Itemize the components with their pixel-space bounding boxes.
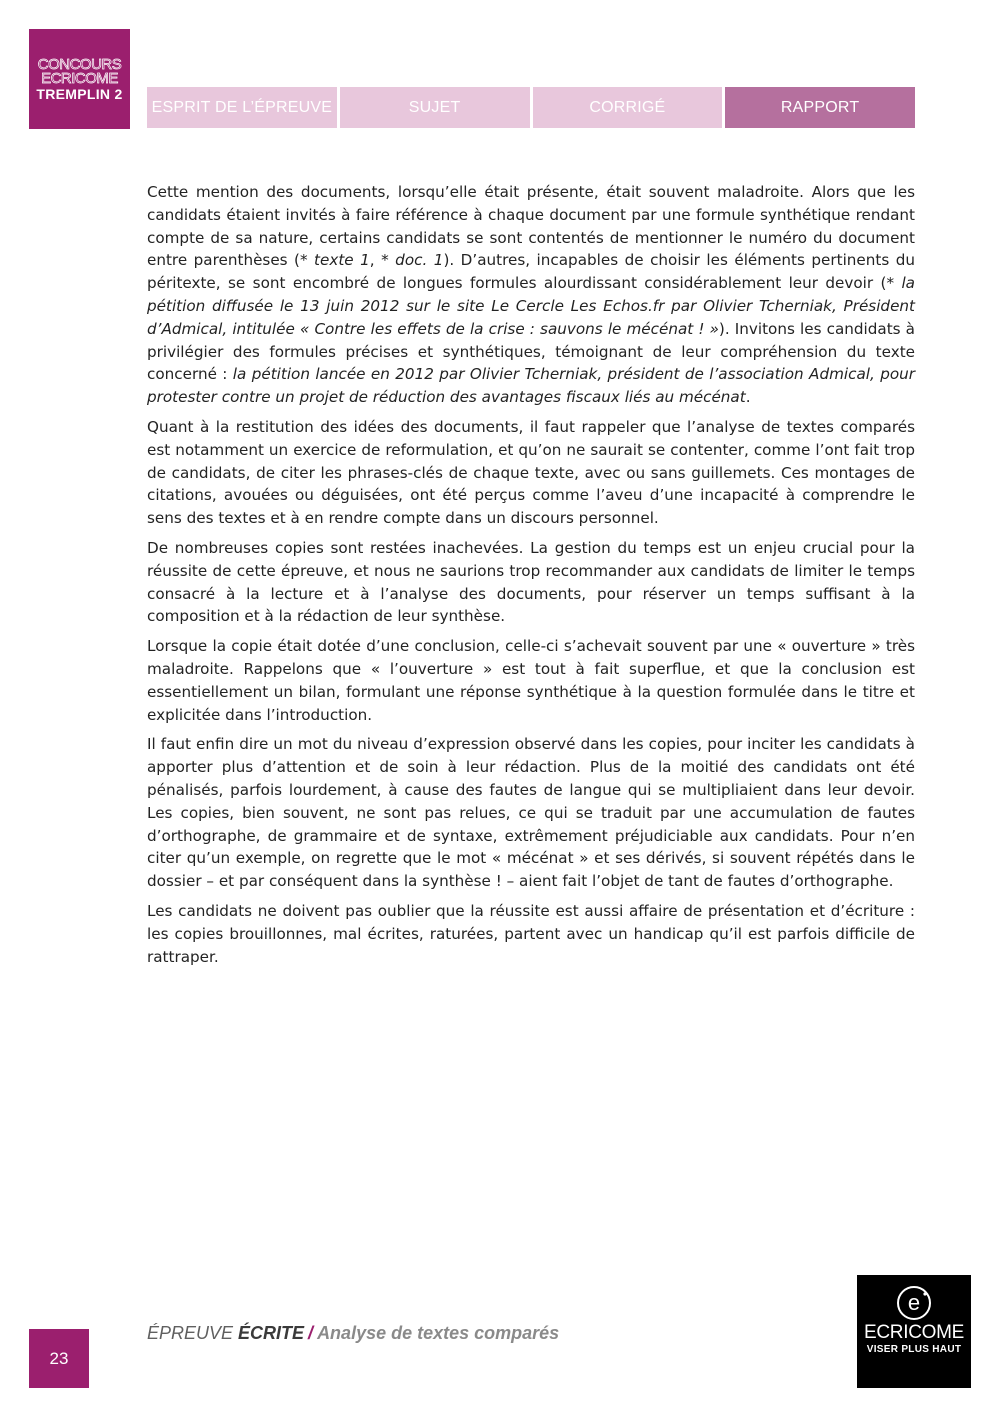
paragraph-3: De nombreuses copies sont restées inachevées. La gestion du temps est un enjeu crucial pour la réussite de cette épreuve, et nous ne saurions trop recommander aux candidats de limiter le temps consacré à la lecture et à l’analyse des documents, pour réserver un temps suffisant à la composition et à la rédaction de leur synthèse. xyxy=(147,538,915,626)
paragraph-2: Quant à la restitution des idées des documents, il faut rappeler que l’analyse de textes comparés est notamment un exercice de reformulation, et qu’on ne saurait se contenter, comme l’ont fait trop de candidats, de citer les phrases-clés de chaque texte, avec ou sans guillemets. Ces montages de citations, avouées ou déguisées, ont été perçus comme l’aveu d’une incapacité à comprendre le sens des textes et à en rendre compte dans un discours personnel. xyxy=(147,417,915,528)
paragraph-4: Lorsque la copie était dotée d’une conclusion, celle-ci s’achevait souvent par une « ouverture » très maladroite. Rappelons que « l’ouverture » est tout à fait superflue, et que la conclusion est essentiellement un bilan, formulant une réponse synthétique à la question formulée dans le titre et explicitée dans l’introduction. xyxy=(147,637,915,724)
footer-title xyxy=(147,1323,559,1344)
ecricome-e-icon xyxy=(896,1285,932,1321)
footer-title-ecrite: ÉCRITE xyxy=(238,1323,305,1343)
page-number: 23 xyxy=(29,1329,89,1388)
logo-line-tremplin: TREMPLIN 2 xyxy=(36,86,123,102)
paragraph-6: Les candidats ne doivent pas oublier que la réussite est aussi affaire de présentation et d’écriture : les copies brouillonnes, mal écrites, raturées, partent avec un handicap qu’il est parfois difficile de rattraper. xyxy=(147,901,915,966)
footer-subtitle: Analyse de textes comparés xyxy=(317,1323,560,1343)
tab-rapport[interactable]: RAPPORT xyxy=(725,87,915,128)
tab-corrige[interactable]: CORRIGÉ xyxy=(533,87,723,128)
section-tabs xyxy=(147,87,915,128)
tab-esprit-epreuve[interactable]: ESPRIT DE L’ÉPREUVE xyxy=(147,87,337,128)
footer-title-epreuve: ÉPREUVE xyxy=(147,1323,239,1343)
tab-sujet[interactable]: SUJET xyxy=(340,87,530,128)
report-body xyxy=(147,181,915,975)
svg-text:e: e xyxy=(907,1290,921,1315)
paragraph-1: Cette mention des documents, lorsqu’elle était présente, était souvent maladroite. Alors que les candidats étaient invités à faire référence à chaque document par une formule synthétique rendant compte de sa nature, certains candidats se sont contentés de mentionner le numéro du document entre parenthèses (* texte 1, * doc. 1). D’autres, incapables de choisir les éléments pertinents du péritexte, se sont encombré de longues formules alourdissant considérablement leur devoir (* la pétition diffusée le 13 juin 2012 sur le site Le Cercle Les Echos.fr par Olivier Tcherniak, Président d’Admical, intitulée « Contre les effets de la crise : sauvons le mécénat ! »). Invitons les candidats à privilégier des formules précises et synthétiques, témoignant de leur compréhension du texte concerné : la pétition lancée en 2012 par Olivier Tcherniak, président de l’association Admical, pour protester contre un projet de réduction des avantages fiscaux liés au mécénat. xyxy=(147,183,915,407)
logo-line-concours: CONCOURS xyxy=(37,56,122,73)
brand-tagline: VISER PLUS HAUT xyxy=(866,1344,962,1355)
brand-name: ECRICOME xyxy=(864,1322,964,1343)
logo-line-ecricome: ECRICOME xyxy=(41,70,118,87)
concours-logo xyxy=(29,29,130,129)
ecricome-brand-logo xyxy=(857,1275,971,1388)
footer-separator: / xyxy=(308,1323,314,1343)
paragraph-5: Il faut enfin dire un mot du niveau d’expression observé dans les copies, pour inciter les candidats à apporter plus d’attention et de soin à leur rédaction. Plus de la moitié des candidats ont été pénalisés, parfois lourdement, à cause des fautes de langue qui se multipliaient dans leur devoir. Les copies, bien souvent, ne sont pas relues, ce qui se traduit par une accumulation de fautes d’orthographe, de grammaire et de syntaxe, extrêmement préjudiciable aux candidats. Pour n’en citer qu’un exemple, on regrette que le mot « mécénat » et ses dérivés, si souvent répétés dans le dossier – et par conséquent dans la synthèse ! – aient fait l’objet de tant de fautes d’orthographe. xyxy=(147,735,915,891)
